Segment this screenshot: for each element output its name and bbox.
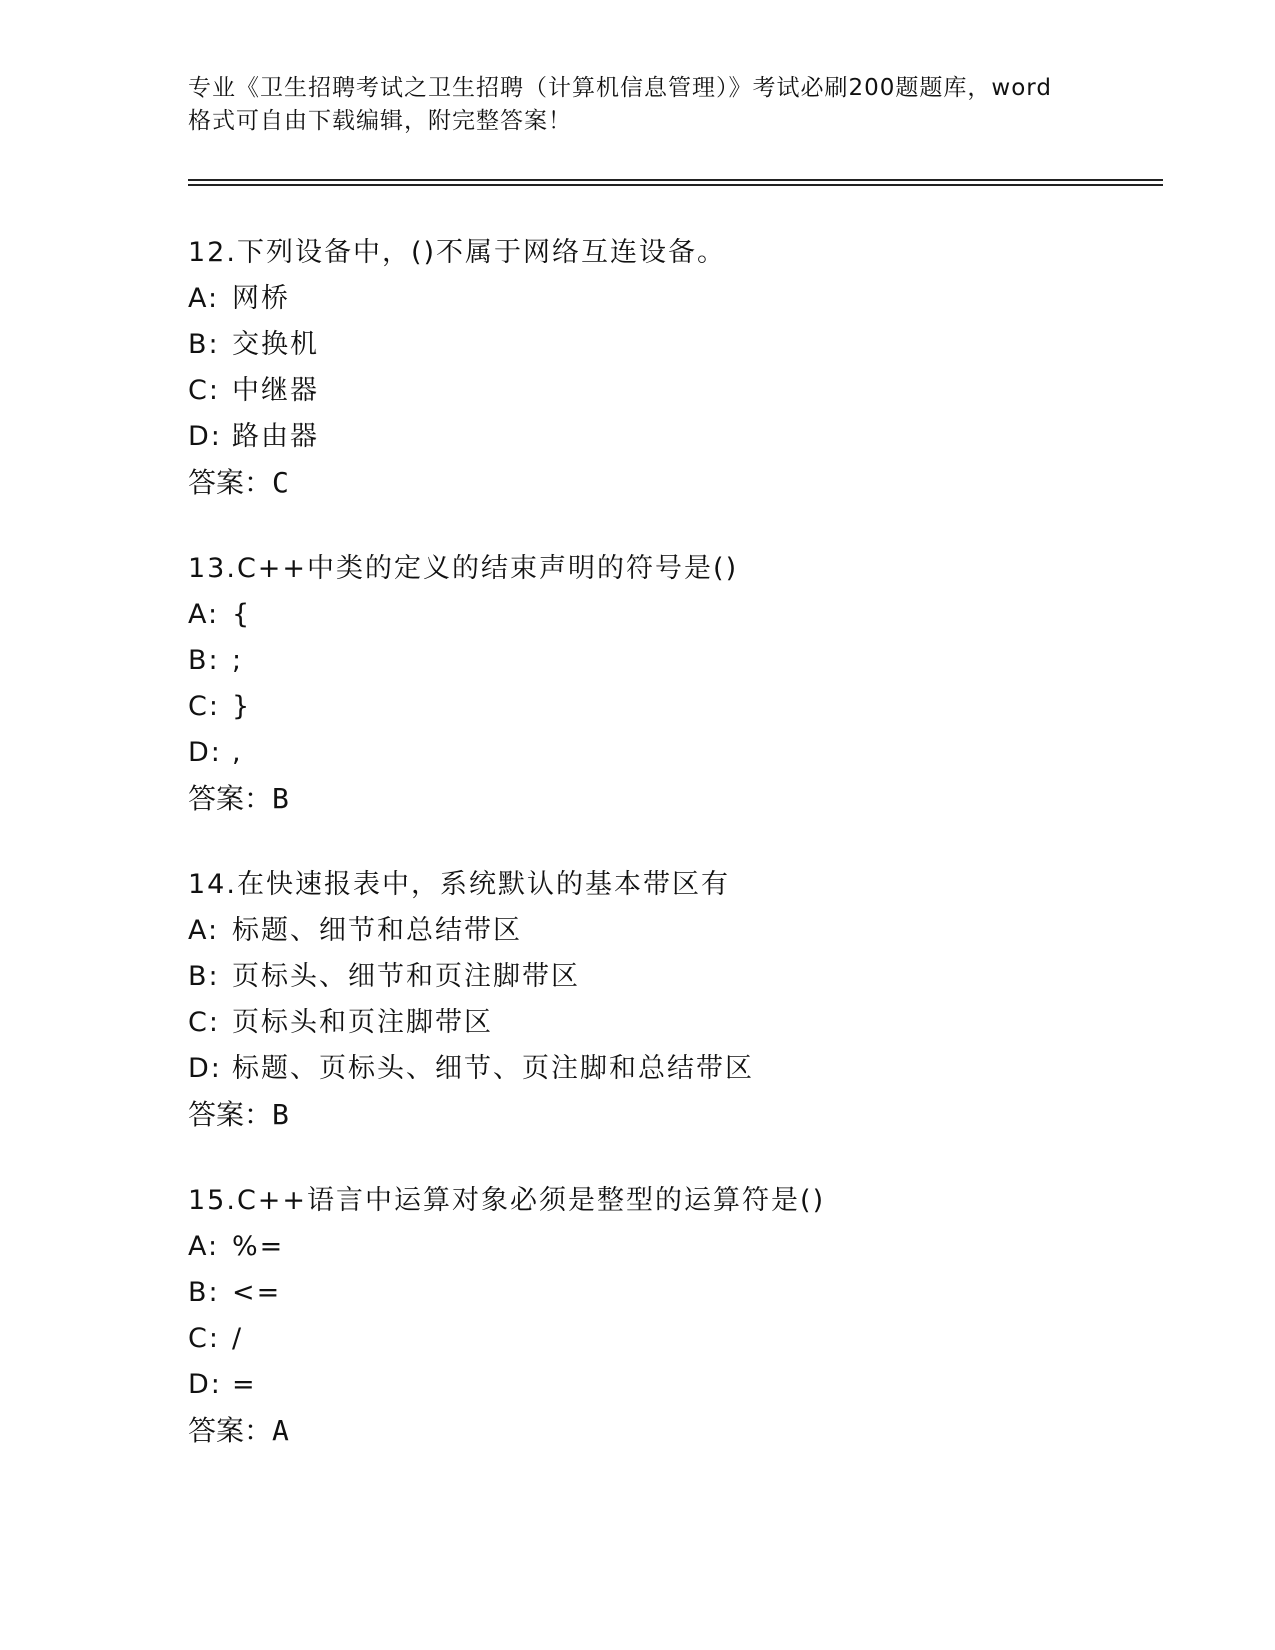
- answer-value: B: [272, 782, 289, 815]
- answer-line: [188, 1092, 1188, 1138]
- question-stem: 12.下列设备中，()不属于网络互连设备。: [188, 237, 727, 268]
- question-stem: 14.在快速报表中，系统默认的基本带区有: [188, 869, 730, 900]
- option-text: =: [232, 1369, 257, 1400]
- option-key: B:: [188, 329, 220, 360]
- option-text: 标题、细节和总结带区: [232, 915, 522, 946]
- option-text: 页标头和页注脚带区: [232, 1007, 493, 1038]
- answer-line: [188, 1408, 1188, 1454]
- header-title-line-2: 格式可自由下载编辑，附完整答案！: [188, 108, 572, 134]
- option-b: [188, 1270, 1188, 1316]
- option-text: ,: [232, 737, 243, 768]
- option-key: C:: [188, 1323, 220, 1354]
- answer-value: C: [272, 466, 289, 499]
- option-key: B:: [188, 1277, 220, 1308]
- option-text: 网桥: [232, 283, 290, 314]
- option-a: [188, 592, 1188, 638]
- question-15: [188, 1178, 1188, 1454]
- answer-line: [188, 460, 1188, 506]
- option-text: <=: [232, 1277, 282, 1308]
- option-key: A:: [188, 1231, 220, 1262]
- option-key: C:: [188, 1007, 220, 1038]
- answer-line: [188, 776, 1188, 822]
- option-key: D:: [188, 421, 222, 452]
- option-c: [188, 368, 1188, 414]
- option-d: [188, 1362, 1188, 1408]
- question-12: [188, 230, 1188, 506]
- option-text: 交换机: [232, 329, 319, 360]
- option-c: [188, 1316, 1188, 1362]
- option-key: A:: [188, 599, 220, 630]
- question-13: [188, 546, 1188, 822]
- option-key: C:: [188, 375, 220, 406]
- option-a: [188, 1224, 1188, 1270]
- option-d: [188, 414, 1188, 460]
- option-key: C:: [188, 691, 220, 722]
- option-text: ;: [232, 645, 244, 676]
- question-stem: 15.C++语言中运算对象必须是整型的运算符是(): [188, 1185, 826, 1216]
- header-divider-top: [188, 179, 1163, 181]
- option-d: [188, 730, 1188, 776]
- option-text: 中继器: [232, 375, 319, 406]
- answer-label: 答案：: [188, 466, 273, 499]
- option-c: [188, 684, 1188, 730]
- option-text: {: [232, 599, 252, 630]
- option-key: A:: [188, 915, 220, 946]
- option-d: [188, 1046, 1188, 1092]
- option-key: B:: [188, 645, 220, 676]
- header-divider-bottom: [188, 184, 1163, 186]
- answer-value: B: [272, 1098, 289, 1131]
- option-c: [188, 1000, 1188, 1046]
- option-text: 标题、页标头、细节、页注脚和总结带区: [232, 1053, 754, 1084]
- option-key: B:: [188, 961, 220, 992]
- option-b: [188, 322, 1188, 368]
- document-header: [188, 72, 1088, 138]
- question-14: [188, 862, 1188, 1138]
- answer-label: 答案：: [188, 782, 273, 815]
- option-key: D:: [188, 1369, 222, 1400]
- answer-label: 答案：: [188, 1098, 273, 1131]
- question-stem: 13.C++中类的定义的结束声明的符号是(): [188, 553, 739, 584]
- option-key: D:: [188, 1053, 222, 1084]
- answer-label: 答案：: [188, 1414, 273, 1447]
- option-b: [188, 638, 1188, 684]
- header-title-line-1: 专业《卫生招聘考试之卫生招聘（计算机信息管理）》考试必刷200题题库，word: [188, 75, 1052, 101]
- option-text: /: [232, 1323, 244, 1354]
- option-text: 路由器: [232, 421, 319, 452]
- answer-value: A: [272, 1414, 289, 1447]
- option-text: }: [232, 691, 252, 722]
- option-text: 页标头、细节和页注脚带区: [232, 961, 580, 992]
- option-key: A:: [188, 283, 220, 314]
- option-b: [188, 954, 1188, 1000]
- option-a: [188, 276, 1188, 322]
- option-text: %=: [232, 1231, 285, 1262]
- option-key: D:: [188, 737, 222, 768]
- option-a: [188, 908, 1188, 954]
